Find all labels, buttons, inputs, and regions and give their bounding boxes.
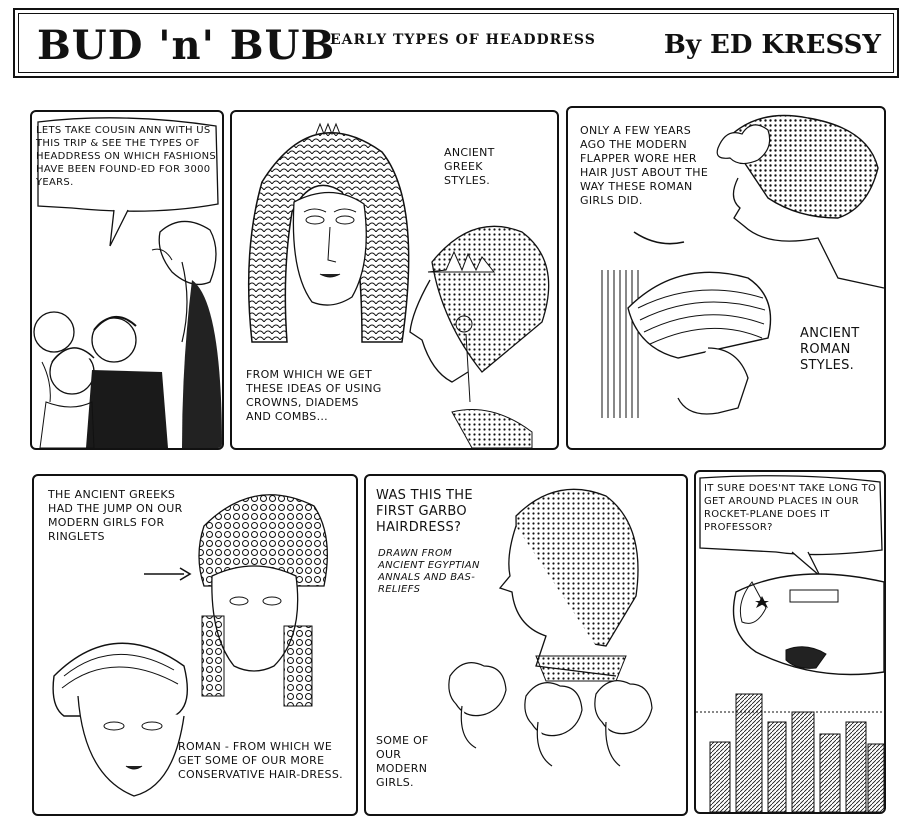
panel-5: [364, 474, 688, 816]
panel-3: [566, 106, 886, 450]
panel-4: [32, 474, 358, 816]
panel-2-caption: FROM WHICH WE GET THESE IDEAS OF USING CROWNS, DIADEMS AND COMBS...: [246, 368, 382, 423]
panel-3-caption: ONLY A FEW YEARS AGO THE MODERN FLAPPER WORE HER HAIR JUST ABOUT THE WAY THESE ROMAN GIRLS DID.: [580, 124, 709, 207]
comic-byline: By ED KRESSY: [663, 30, 881, 60]
panel-2-label: ANCIENT GREEK STYLES.: [444, 146, 495, 187]
panel-5-caption: WAS THIS THE FIRST GARBO HAIRDRESS?: [376, 488, 473, 535]
panel-3-label: ANCIENT ROMAN STYLES.: [800, 326, 860, 373]
panel-6: [694, 470, 886, 814]
panel-1-speech: LETS TAKE COUSIN ANN WITH US THIS TRIP & SEE THE TYPES OF HEADDRESS ON WHICH FASHIONS HAVE BEEN FOUND-ED FOR 3000 YEARS.: [36, 125, 217, 188]
panel-5-label: SOME OF OUR MODERN GIRLS.: [376, 734, 429, 789]
comic-header: [13, 8, 899, 78]
panel-4-label: ROMAN - FROM WHICH WE GET SOME OF OUR MORE CONSERVATIVE HAIR-DRESS.: [178, 740, 343, 781]
panel-6-speech: IT SURE DOES'NT TAKE LONG TO GET AROUND PLACES IN OUR ROCKET-PLANE DOES IT PROFESSOR?: [704, 483, 877, 533]
comic-subtitle: EARLY TYPES OF HEADDRESS: [330, 32, 596, 48]
panel-4-caption: THE ANCIENT GREEKS HAD THE JUMP ON OUR MODERN GIRLS FOR RINGLETS: [48, 488, 183, 543]
panel-5-note: DRAWN FROM ANCIENT EGYPTIAN ANNALS AND BAS-RELIEFS: [378, 548, 480, 595]
comic-title: BUD 'n' BUB: [37, 22, 336, 69]
panel-2: [230, 110, 559, 450]
panel-1: [30, 110, 224, 450]
